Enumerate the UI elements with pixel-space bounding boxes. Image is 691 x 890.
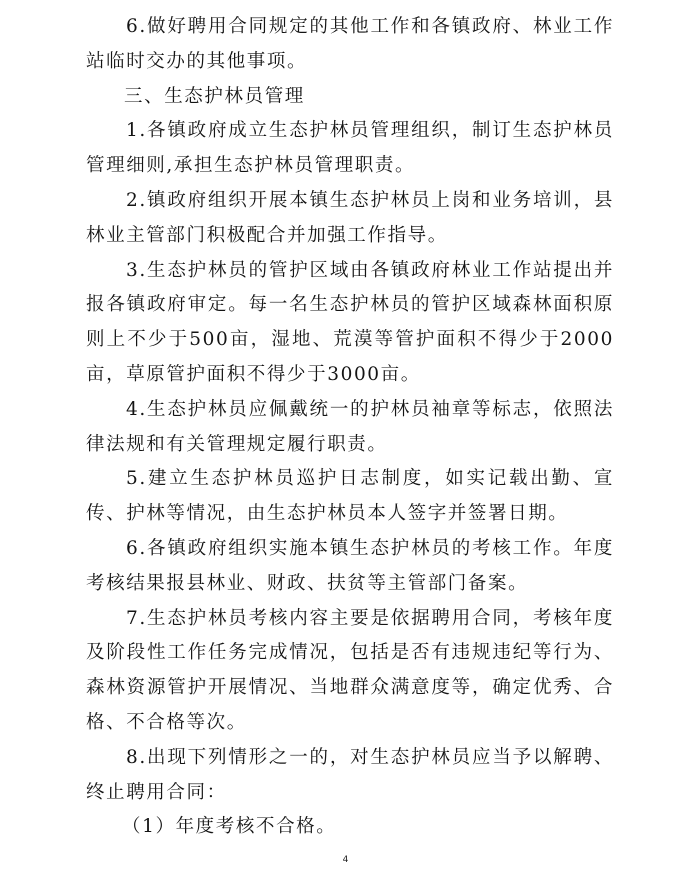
document-body [86, 10, 614, 845]
paragraph-duty-6: 6.做好聘用合同规定的其他工作和各镇政府、林业工作站临时交办的其他事项。 [86, 16, 614, 72]
paragraph-management-3: 3.生态护林员的管护区域由各镇政府林业工作站提出并报各镇政府审定。每一名生态护林员的管护区域森林面积原则上不少于500亩，湿地、荒漠等管护面积不得少于2000亩，草原管护面积不得少于3000亩。 [86, 259, 614, 385]
paragraph-management-6: 6.各镇政府组织实施本镇生态护林员的考核工作。年度考核结果报县林业、财政、扶贫等主管部门备案。 [86, 537, 614, 594]
paragraph-management-5: 5.建立生态护林员巡护日志制度，如实记载出勤、宣传、护林等情况，由生态护林员本人签字并签署日期。 [86, 468, 614, 525]
paragraph-management-4: 4.生态护林员应佩戴统一的护林员袖章等标志，依照法律法规和有关管理规定履行职责。 [86, 398, 614, 455]
paragraph-management-8: 8.出现下列情形之一的，对生态护林员应当予以解聘、终止聘用合同： [86, 746, 614, 803]
paragraph-management-2: 2.镇政府组织开展本镇生态护林员上岗和业务培训，县林业主管部门积极配合并加强工作指导。 [86, 189, 614, 246]
paragraph-management-7: 7.生态护林员考核内容主要是依据聘用合同，考核年度及阶段性工作任务完成情况，包括是否有违规违纪等行为、森林资源管护开展情况、当地群众满意度等，确定优秀、合格、不合格等次。 [86, 607, 614, 733]
section-heading-management: 三、生态护林员管理 [124, 85, 305, 107]
paragraph-management-1: 1.各镇政府成立生态护林员管理组织，制订生态护林员管理细则,承担生态护林员管理职责。 [86, 120, 614, 177]
page-number: 4 [342, 855, 349, 865]
list-item-dismissal-1: （1）年度考核不合格。 [122, 816, 337, 838]
